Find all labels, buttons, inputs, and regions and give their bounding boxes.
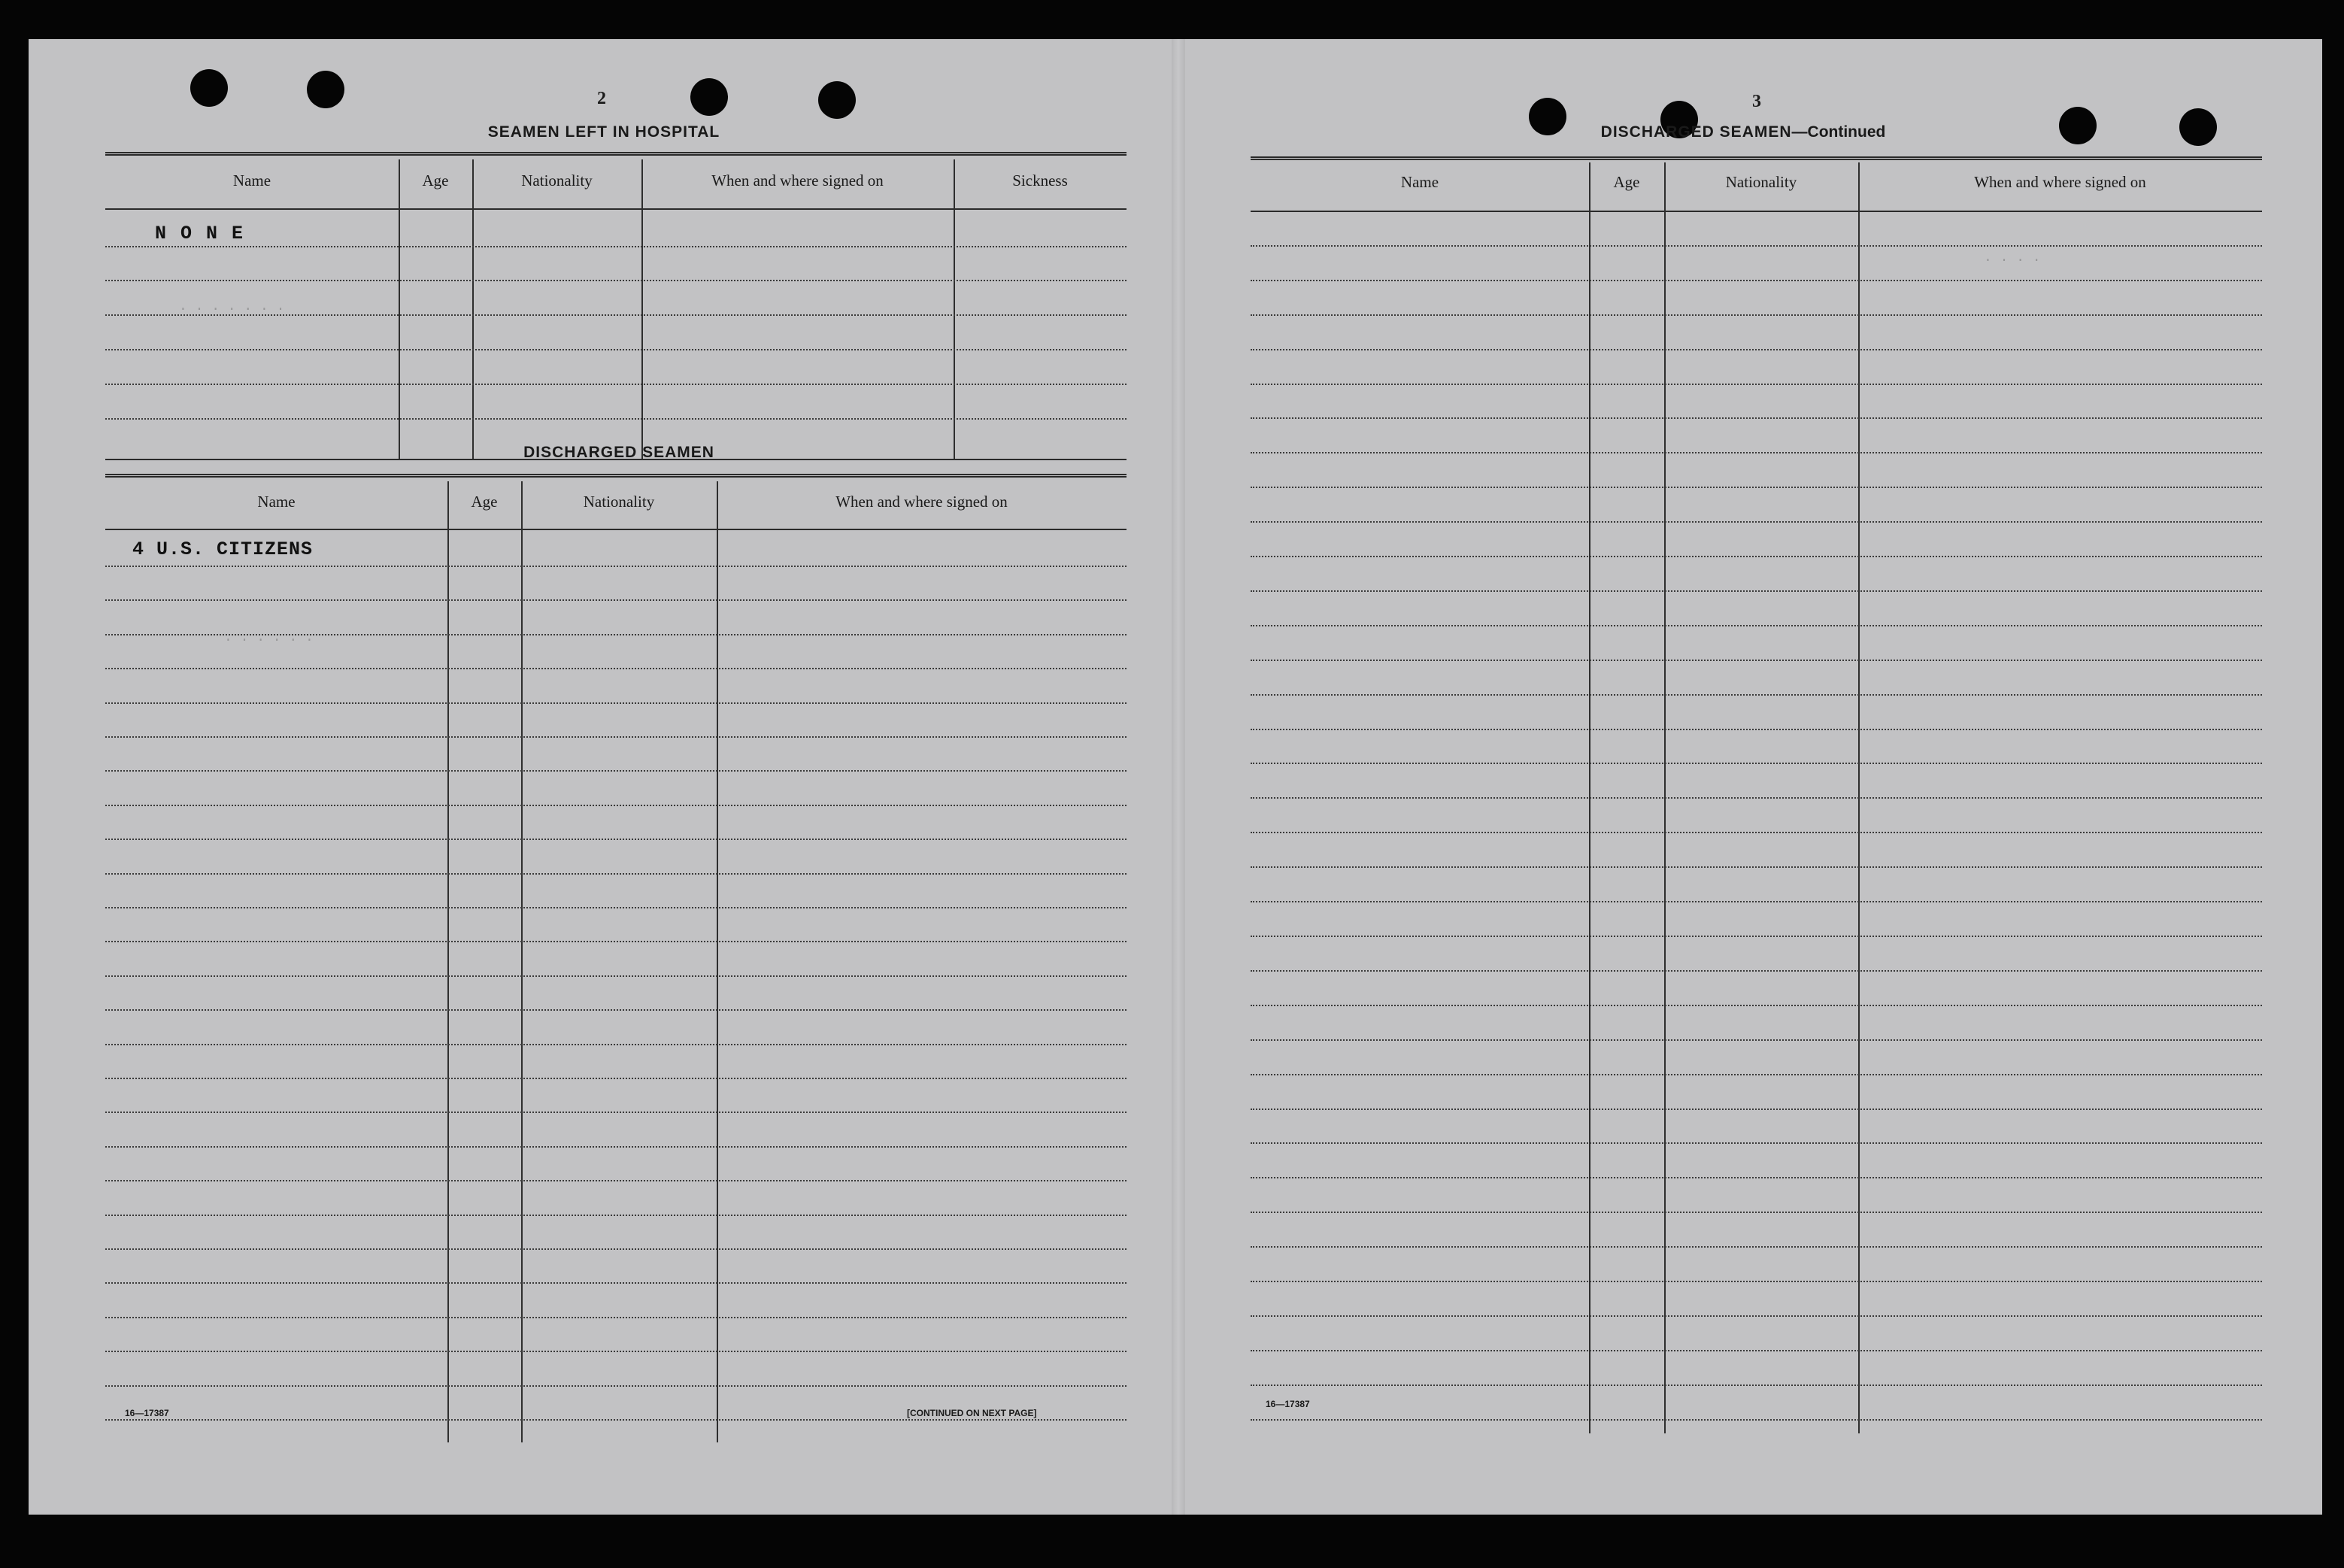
discharged-row-line — [105, 1215, 1127, 1216]
right-row-line — [1251, 452, 2262, 453]
right-section-title-suffix: —Continued — [1791, 123, 1886, 141]
right-row-line — [1251, 660, 2262, 661]
discharged-row-line — [105, 702, 1127, 704]
right-row-line — [1251, 1212, 2262, 1213]
bleed-through-mark: · · · · · · · — [179, 302, 285, 317]
hospital-row-line — [105, 280, 1127, 281]
discharged-row-line — [105, 907, 1127, 908]
discharged-col-name: Name — [257, 493, 296, 511]
hospital-col-nationality: Nationality — [521, 171, 593, 190]
discharged-row-line — [105, 873, 1127, 875]
right-row-line — [1251, 280, 2262, 281]
discharged-row-line — [105, 736, 1127, 738]
right-col-age: Age — [1613, 173, 1640, 191]
right-row-line — [1251, 1350, 2262, 1351]
right-row-line — [1251, 1142, 2262, 1144]
right-row-line — [1251, 1385, 2262, 1386]
right-row-line — [1251, 694, 2262, 696]
right-col-name: Name — [1400, 173, 1439, 191]
discharged-row-line — [105, 1282, 1127, 1284]
form-number-right: 16—17387 — [1266, 1399, 1310, 1409]
right-row-line — [1251, 970, 2262, 972]
discharged-row-line — [105, 634, 1127, 635]
discharged-row-line — [105, 1351, 1127, 1352]
continued-note: [CONTINUED ON NEXT PAGE] — [907, 1408, 1037, 1418]
hospital-row-line — [105, 314, 1127, 316]
right-row-line — [1251, 729, 2262, 730]
page-fold — [1172, 39, 1185, 1515]
hospital-col-signed-on: When and where signed on — [711, 171, 884, 190]
discharged-row-line — [105, 1180, 1127, 1181]
punch-hole — [1529, 98, 1566, 135]
hospital-col-sickness: Sickness — [1012, 171, 1068, 190]
discharged-row-line — [105, 566, 1127, 567]
hospital-section-title: SEAMEN LEFT IN HOSPITAL — [487, 123, 720, 141]
hospital-row-line — [105, 384, 1127, 385]
right-row-line — [1251, 936, 2262, 937]
discharged-top-rule — [105, 474, 1127, 478]
scanned-document — [29, 39, 2322, 1515]
discharged-row-line — [105, 1009, 1127, 1011]
right-row-line — [1251, 556, 2262, 557]
hospital-col-name: Name — [232, 171, 271, 190]
discharged-col-nationality: Nationality — [583, 493, 655, 511]
right-row-line — [1251, 487, 2262, 488]
right-row-line — [1251, 417, 2262, 419]
hospital-row-line — [105, 349, 1127, 350]
right-row-line — [1251, 1177, 2262, 1178]
hospital-col-age: Age — [422, 171, 449, 190]
discharged-col-divider — [447, 481, 449, 1442]
discharged-row-line — [105, 941, 1127, 942]
hospital-col-divider — [641, 159, 643, 459]
right-row-line — [1251, 384, 2262, 385]
right-section-title-main: DISCHARGED SEAMEN — [1600, 123, 1792, 141]
hospital-row-line — [105, 246, 1127, 247]
right-row-line — [1251, 245, 2262, 247]
right-row-line — [1251, 901, 2262, 902]
right-row-line — [1251, 763, 2262, 764]
discharged-row-line — [105, 1112, 1127, 1113]
discharged-col-divider — [717, 481, 718, 1442]
hospital-row-line — [105, 418, 1127, 420]
page-number-left: 2 — [597, 89, 606, 108]
punch-hole — [818, 81, 856, 119]
page-number-right: 3 — [1752, 92, 1761, 111]
right-col-signed-on: When and where signed on — [1974, 173, 2146, 191]
discharged-col-divider — [521, 481, 523, 1442]
right-col-nationality: Nationality — [1725, 173, 1797, 191]
hospital-col-divider — [954, 159, 955, 459]
right-row-line — [1251, 590, 2262, 592]
discharged-row-line — [105, 1146, 1127, 1148]
discharged-row-line — [105, 975, 1127, 977]
bleed-through-mark: · · · · · · — [224, 633, 314, 648]
punch-hole — [690, 78, 728, 116]
right-row-line — [1251, 349, 2262, 350]
right-row-line — [1251, 521, 2262, 523]
discharged-row-line — [105, 1419, 1127, 1421]
right-row-line — [1251, 1281, 2262, 1282]
discharged-header-rule — [105, 529, 1127, 530]
right-header-rule — [1251, 211, 2262, 212]
right-row-line — [1251, 1109, 2262, 1110]
discharged-row-line — [105, 1078, 1127, 1079]
right-row-line — [1251, 625, 2262, 626]
discharged-citizens-entry: 4 U.S. CITIZENS — [132, 538, 314, 560]
right-row-line — [1251, 1039, 2262, 1041]
punch-hole — [190, 69, 228, 107]
discharged-row-line — [105, 1317, 1127, 1318]
right-row-line — [1251, 1246, 2262, 1248]
right-row-line — [1251, 1074, 2262, 1075]
discharged-row-line — [105, 1385, 1127, 1387]
discharged-row-line — [105, 770, 1127, 772]
hospital-header-rule — [105, 208, 1127, 210]
discharged-col-age: Age — [471, 493, 498, 511]
right-row-line — [1251, 832, 2262, 833]
form-number-left: 16—17387 — [125, 1408, 169, 1418]
punch-hole — [307, 71, 344, 108]
punch-hole — [2059, 107, 2097, 144]
right-row-line — [1251, 1419, 2262, 1421]
hospital-none-entry: N O N E — [155, 223, 245, 244]
discharged-row-line — [105, 805, 1127, 806]
discharged-row-line — [105, 1248, 1127, 1250]
right-row-line — [1251, 866, 2262, 868]
discharged-col-signed-on: When and where signed on — [835, 493, 1008, 511]
right-section-title — [1601, 123, 1886, 141]
punch-hole — [2179, 108, 2217, 146]
hospital-col-divider — [472, 159, 474, 459]
right-row-line — [1251, 1315, 2262, 1317]
bleed-through-mark: · · · · — [1984, 253, 2041, 268]
right-row-line — [1251, 1005, 2262, 1006]
discharged-row-line — [105, 668, 1127, 669]
discharged-row-line — [105, 1044, 1127, 1045]
hospital-top-rule — [105, 152, 1127, 156]
discharged-row-line — [105, 839, 1127, 840]
right-row-line — [1251, 797, 2262, 799]
discharged-row-line — [105, 599, 1127, 601]
right-row-line — [1251, 314, 2262, 316]
hospital-col-divider — [399, 159, 400, 459]
right-top-rule — [1251, 156, 2262, 160]
discharged-section-title: DISCHARGED SEAMEN — [523, 444, 714, 461]
